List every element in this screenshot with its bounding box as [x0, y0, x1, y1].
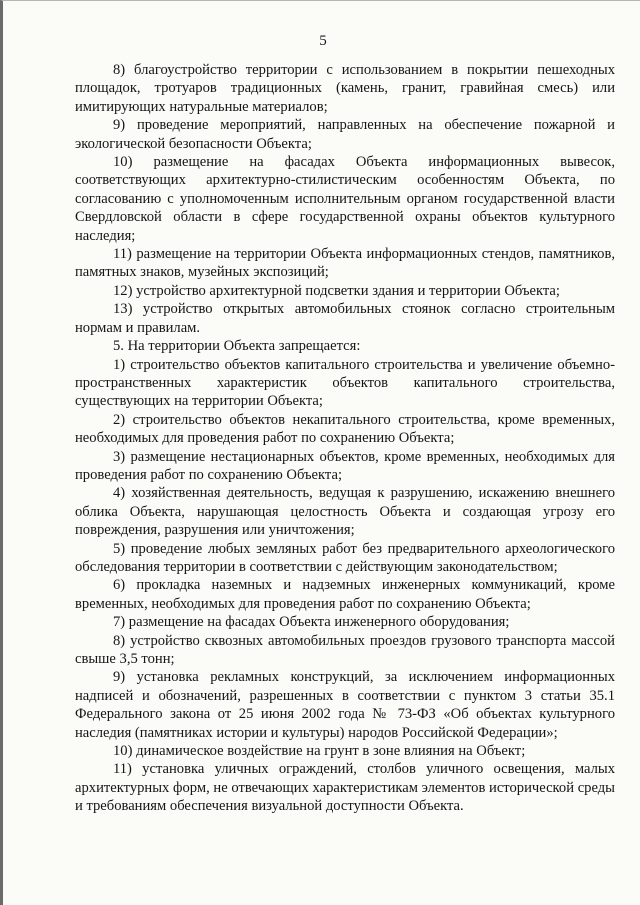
paragraph-10-signage: 10) размещение на фасадах Объекта информационных вывесок, соответствующих архитектурно-стилистическим особенностям Объекта, по согласованию с уполномоченным исполнительным органом государственной власти Свердловской области в сфере государственной охраны объектов культурного наследия;: [75, 154, 615, 244]
document-body: [75, 61, 615, 816]
prohibition-3-non-stationary: 3) размещение нестационарных объектов, кроме временных, необходимых для проведения работ по сохранению Объекта;: [75, 448, 615, 483]
prohibition-4-economic-activity: 4) хозяйственная деятельность, ведущая к разрушению, искажению внешнего облика Объекта, нарушающая целостность Объекта и создающая угрозу его повреждения, разрушения или уничтожения;: [75, 485, 615, 539]
prohibition-10-dynamic-impact: 10) динамическое воздействие на грунт в зоне влияния на Объект;: [113, 743, 526, 760]
page-number: 5: [319, 33, 327, 49]
prohibition-11-street-fences: 11) установка уличных ограждений, столбов уличного освещения, малых архитектурных форм, не отвечающих характеристикам элементов исторической среды и требованиям обеспечения визуальной доступности Объекта.: [75, 761, 615, 815]
section-5-heading: 5. На территории Объекта запрещается:: [113, 338, 361, 355]
paragraph-9-fire-safety: 9) проведение мероприятий, направленных на обеспечение пожарной и экологической безопасности Объекта;: [75, 117, 615, 152]
prohibition-7-equipment: 7) размещение на фасадах Объекта инженерного оборудования;: [113, 614, 510, 631]
prohibition-1-construction: 1) строительство объектов капитального строительства и увеличение объемно-пространственных характеристик объектов капитального строительства, существующих на территории Объекта;: [75, 356, 615, 410]
prohibition-6-utilities: 6) прокладка наземных и надземных инженерных коммуникаций, кроме временных, необходимых для проведения работ по сохранению Объекта;: [75, 577, 615, 612]
paragraph-12-lighting: 12) устройство архитектурной подсветки здания и территории Объекта;: [113, 282, 560, 299]
prohibition-5-earthworks: 5) проведение любых земляных работ без предварительного археологического обследования территории в соответствии с действующим законодательством;: [75, 540, 615, 575]
paragraph-13-parking: 13) устройство открытых автомобильных стоянок согласно строительным нормам и правилам.: [75, 301, 615, 336]
prohibition-8-truck-passages: 8) устройство сквозных автомобильных проездов грузового транспорта массой свыше 3,5 тонн;: [75, 632, 615, 667]
paragraph-11-stands: 11) размещение на территории Объекта информационных стендов, памятников, памятных знаков, музейных экспозиций;: [75, 246, 615, 281]
prohibition-9-advertising: 9) установка рекламных конструкций, за исключением информационных надписей и обозначений, разрешенных в соответствии с пунктом 3 статьи 35.1 Федерального закона от 25 июня 2002 года № 73-ФЗ «Об объектах культурного наследия (памятниках истории и культуры) народов Российской Федерации»;: [75, 669, 615, 741]
prohibition-2-non-capital: 2) строительство объектов некапитального строительства, кроме временных, необходимых для проведения работ по сохранению Объекта;: [75, 411, 615, 447]
paragraph-8-landscaping: 8) благоустройство территории с использованием в покрытии пешеходных площадок, тротуаров традиционных (камень, гранит, гравийная смесь) или имитирующих натуральные материалов;: [75, 62, 615, 115]
